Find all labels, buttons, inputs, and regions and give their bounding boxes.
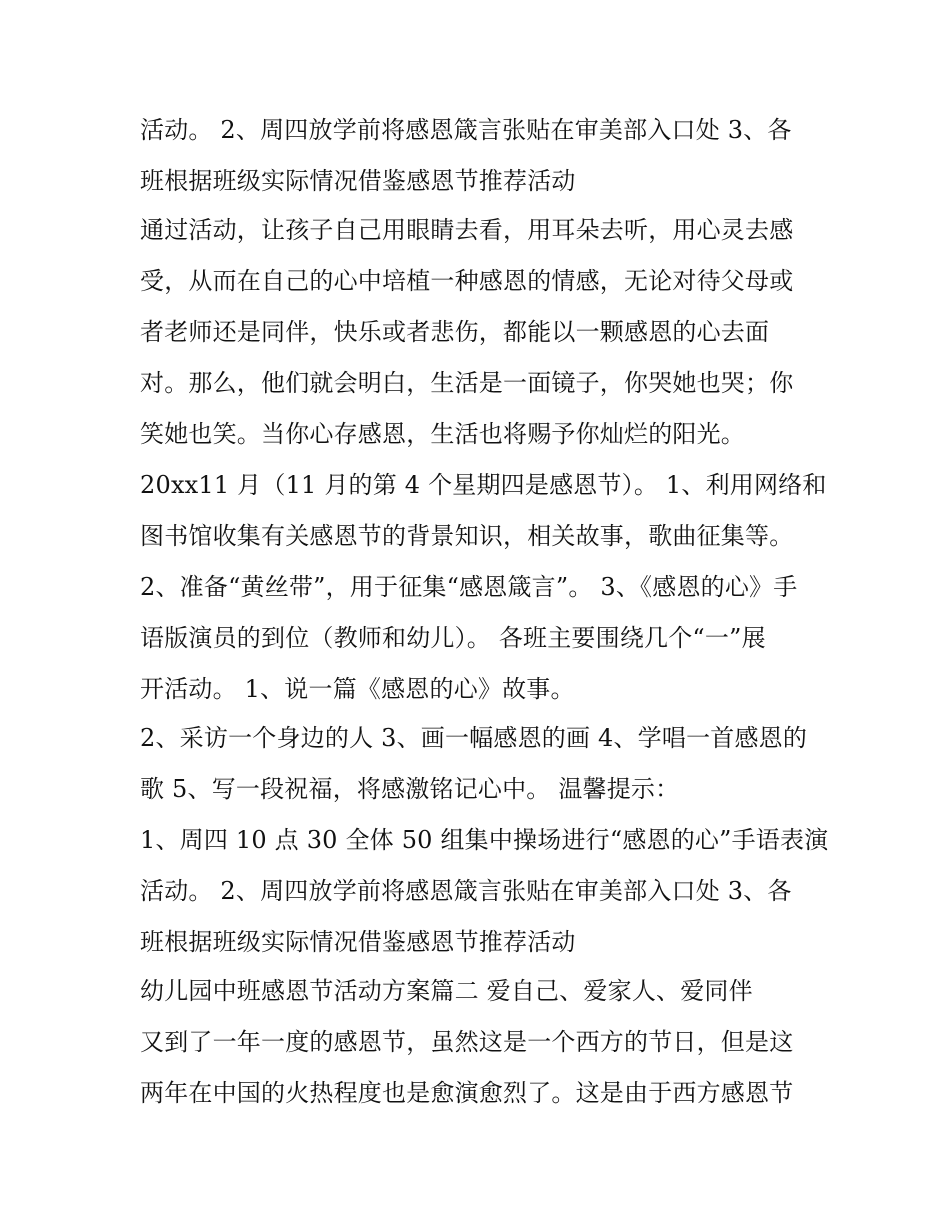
section-heading: 幼儿园中班感恩节活动方案篇二 爱自己、爱家人、爱同伴 [140,977,753,1005]
text-line: 对。那么，他们就会明白，生活是一面镜子，你哭她也哭；你 [140,369,794,397]
text-line: 1、周四 10 点 30 全体 50 组集中操场进行“感恩的心”手语表演 [140,826,829,854]
text-line: 语版演员的到位（教师和幼儿）。 各班主要围绕几个“一”展 [140,624,766,652]
text-line: 又到了一年一度的感恩节，虽然这是一个西方的节日，但是这 [140,1028,794,1056]
text-line: 活动。 2、周四放学前将感恩箴言张贴在审美部入口处 3、各 [140,877,792,905]
text-line: 2、准备“黄丝带”，用于征集“感恩箴言”。 3、《感恩的心》手 [140,573,798,601]
text-line: 笑她也笑。当你心存感恩，生活也将赐予你灿烂的阳光。 [140,420,745,448]
text-line: 歌 5、写一段祝福，将感激铭记心中。 温馨提示： [140,775,680,803]
text-line: 活动。 2、周四放学前将感恩箴言张贴在审美部入口处 3、各 [140,116,792,144]
text-line: 两年在中国的火热程度也是愈演愈烈了。这是由于西方感恩节 [140,1079,794,1107]
text-line: 开活动。 1、说一篇《感恩的心》故事。 [140,675,575,703]
text-line: 班根据班级实际情况借鉴感恩节推荐活动 [140,167,576,195]
text-line: 受，从而在自己的心中培植一种感恩的情感，无论对待父母或 [140,267,794,295]
text-line: 班根据班级实际情况借鉴感恩节推荐活动 [140,928,576,956]
text-line: 者老师还是同伴，快乐或者悲伤，都能以一颗感恩的心去面 [140,318,770,346]
text-line: 图书馆收集有关感恩节的背景知识，相关故事，歌曲征集等。 [140,522,794,550]
text-line: 20xx11 月（11 月的第 4 个星期四是感恩节）。 1、利用网络和 [140,471,827,499]
text-line: 通过活动，让孩子自己用眼睛去看，用耳朵去听，用心灵去感 [140,216,794,244]
text-line: 2、采访一个身边的人 3、画一幅感恩的画 4、学唱一首感恩的 [140,724,808,752]
